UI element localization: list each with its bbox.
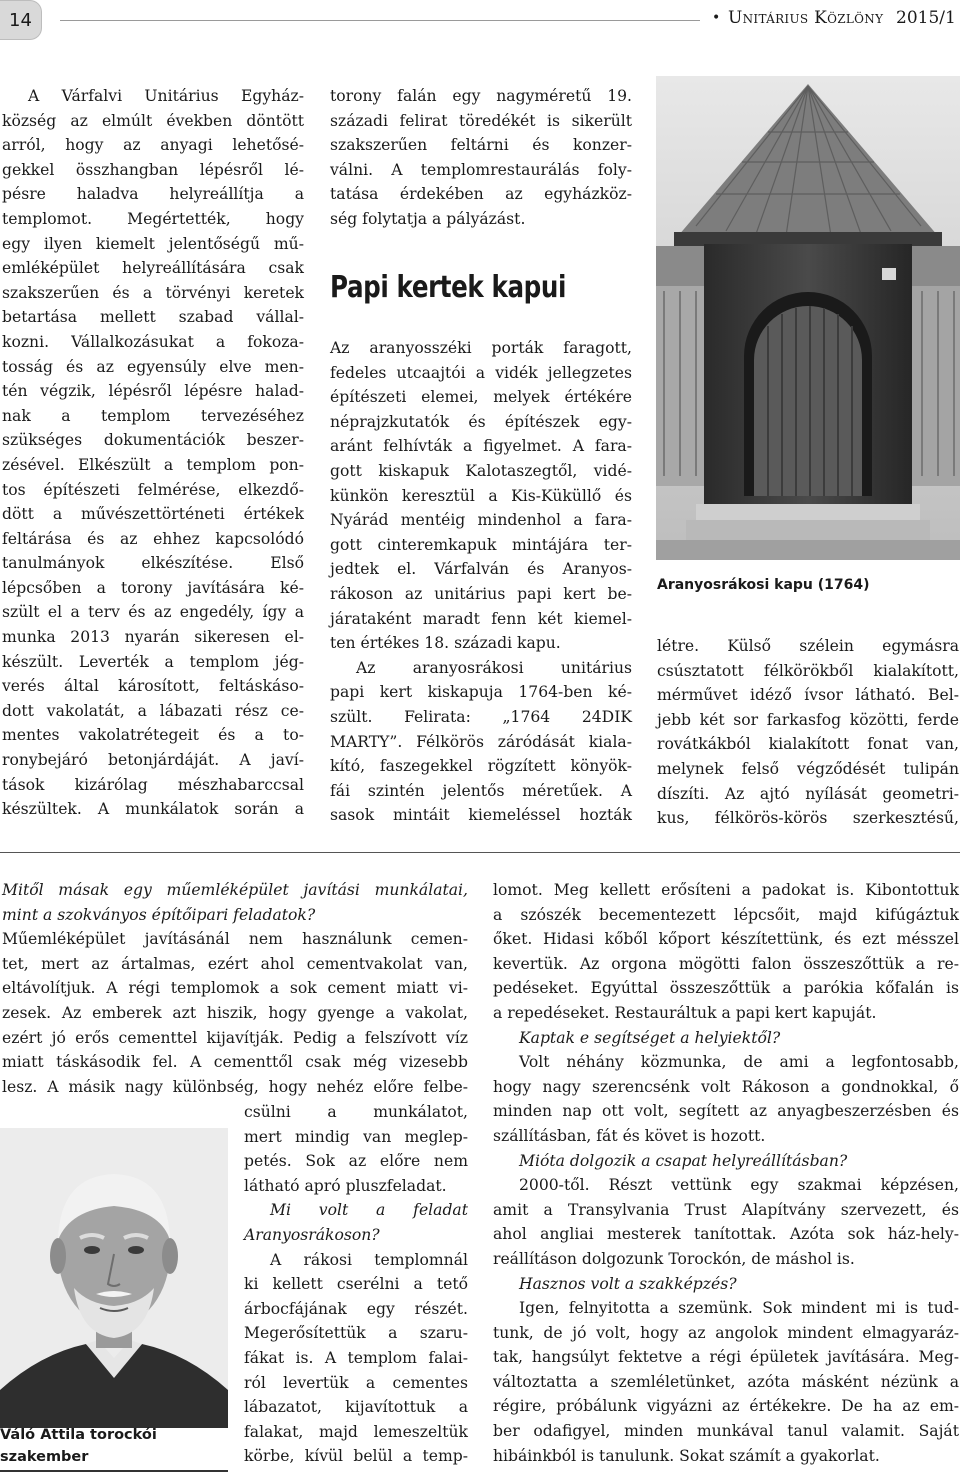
text-line: ezért jó erős cementtel kijavítják. Pedig a felszívott víz (2, 1028, 468, 1047)
interview-question: Mi volt a feladat (270, 1201, 468, 1220)
text-line: régire, próbálunk vigyázni az értékekre. De ha az em- (493, 1397, 959, 1416)
text-line: falakat, majd lemeszeltük (244, 1422, 468, 1441)
text-line: amit a Transylvania Trust Alapítvány szervezett, és (493, 1200, 959, 1219)
text-line: A Várfalvi Unitárius Egyház- (28, 87, 304, 105)
interview-question: Kaptak e segítséget a helyiektől? (519, 1028, 781, 1047)
text-line: torony falán egy nagyméretű 19. (330, 87, 632, 105)
header-rule (60, 20, 700, 21)
text-line: árbocfájának egy részét. (244, 1299, 468, 1318)
interview-column-left-narrow (244, 1100, 468, 1469)
text-line: a repedéseket. Restauráltuk a papi kert kapuját. (493, 1003, 877, 1022)
text-line: verés által károsított, feltáskáso- (2, 677, 304, 696)
text-line: tunk, de jó volt, hogy az angolok mindent elmagyaráz- (493, 1323, 959, 1342)
text-line: fái szintén jelentős méretűek. A (330, 781, 632, 800)
portrait-photo (0, 1128, 228, 1428)
journal-title: Unitárius Közlöny (728, 8, 884, 28)
text-line: lábazatot, kijavítottuk a (244, 1398, 468, 1417)
text-line: eltávolítjuk. A régi templomok a sok cement miatt vi- (2, 979, 468, 998)
text-line: Igen, felnyitotta a szemünk. Sok mindent mi is tud- (519, 1299, 959, 1318)
text-line: kus, félkörös-körös szerkesztésű, (657, 809, 959, 828)
text-line: miatt táskásodik fel. A cementtől csak még vizesebb (2, 1053, 468, 1072)
article-column-2-continuation (330, 84, 632, 232)
interview-column-left (2, 878, 468, 1099)
text-line: ki kellett cserélni a tető (244, 1275, 468, 1294)
text-line: fedeles utcaajtói a vidék jellegzetes (330, 363, 632, 382)
journal-issue: 2015/1 (896, 8, 956, 28)
text-line: gott kiskapuk Kalotaszegtől, vidé- (330, 461, 632, 480)
portrait-caption (0, 1424, 157, 1468)
article-column-3 (657, 634, 959, 831)
text-line: válni. A templomrestaurálás foly- (330, 160, 632, 179)
text-line: ronybejáró betonjárdáját. A javí- (2, 751, 304, 770)
text-line: mentes vakolatrétegeit és a to- (2, 726, 304, 745)
text-line: emléképület helyreállítására csak (2, 259, 304, 278)
gate-photo-caption: Aranyosrákosi kapu (1764) (657, 577, 870, 593)
text-line: Volt néhány közmunka, de ami a legfontosabb, (519, 1053, 959, 1072)
text-line: készült. Leverték a templom jég- (2, 652, 304, 671)
text-line: nak a templom tervezéséhez (2, 406, 304, 425)
text-line: szült. Felirata: „1764 24DIK (330, 707, 632, 726)
text-line: dott vakolatát, a lábazati rész ce- (2, 701, 304, 720)
page-number: 14 (0, 0, 42, 40)
text-line: ról levertük a cementes (244, 1373, 468, 1392)
text-line: néprajzkutatók és építészek egy- (330, 412, 632, 431)
text-line: sasok mintáit kiemeléssel hozták (330, 806, 632, 825)
text-line: tak, hangsúlyt fektetve a régi épületek javítására. Meg- (493, 1348, 959, 1367)
text-line: mérművet idéző ívsor látható. Bel- (657, 686, 959, 705)
article-column-1 (2, 84, 304, 822)
text-line: zésével. Elkészült a templom pon- (2, 455, 304, 474)
interview-question: Mióta dolgozik a csapat helyreállításban? (519, 1151, 848, 1170)
text-line: gott cinteremkapuk mintájára ter- (330, 535, 632, 554)
text-line: a szószék becementezett lépcsőit, majd kifúgáztuk (493, 905, 959, 924)
section-divider (0, 852, 960, 853)
text-line: lesz. A másik nagy különbség, hogy nehéz előre felbe- (2, 1077, 468, 1096)
text-line: minden nap ott volt, segített az anyagbeszerzésben és (493, 1102, 959, 1121)
text-line: kevertük. Az orgona mögötti falon összeszőttük a re- (493, 954, 959, 973)
text-line: rákoson az unitárius papi kert be- (330, 584, 632, 603)
text-line: egy ilyen kiemelt jelentőségű mű- (2, 234, 304, 253)
text-line: Nyárád mentéig mindenhol a fara- (330, 511, 632, 530)
interview-column-right (493, 878, 959, 1468)
text-line: papi kert kiskapuja 1764-ben ké- (330, 683, 632, 702)
carved-gate-illustration (656, 76, 960, 560)
text-line: Műemléképület javításánál nem használunk cemen- (2, 930, 468, 949)
text-line: századi felirat töredékét is sikerült (330, 111, 632, 130)
text-line: A rákosi templomnál (270, 1250, 468, 1269)
text-line: reállításon dolgozunk Torockón, de máshol is. (493, 1249, 855, 1268)
text-line: csúsztatott félkörökből kialakított, (657, 661, 959, 680)
text-line: künkön keresztül a Kis-Küküllő és (330, 486, 632, 505)
text-line: tén végzik, lépésről lépésre halad- (2, 382, 304, 401)
gate-photo (656, 76, 960, 560)
text-line: dött a művészettörténeti értékek (2, 505, 304, 524)
text-line: hibáinkból is tanulunk. Sokat számít a gyakorlat. (493, 1446, 880, 1465)
text-line: zesek. Az emberek azt hiszik, hogy gyenge a vakolat, (2, 1003, 468, 1022)
text-line: készültek. A munkálatok során a (2, 800, 304, 819)
text-line: melynek felső végződését tulipán (657, 759, 959, 778)
text-line: csülni a munkálatot, (244, 1103, 468, 1121)
text-line: körbe, kívül belül a temp- (244, 1447, 468, 1466)
text-line: mert mindig van meglep- (244, 1127, 468, 1146)
text-line: ség folytatja a pályázást. (330, 209, 526, 228)
interview-question: Aranyosrákoson? (244, 1225, 380, 1244)
text-line: szült el a terv és az engedély, így a (2, 603, 304, 622)
text-line: templomot. Megértették, hogy (2, 209, 304, 228)
text-line: petés. Sok az előre nem (244, 1152, 468, 1171)
text-line: 2000-től. Részt vettünk egy szakmai képzésen, (519, 1176, 959, 1195)
text-line: díszíti. Az ajtó nyílását geometri- (657, 784, 959, 803)
text-line: tos építészeti felmérése, elkezdő- (2, 480, 304, 499)
text-line: pésre haladva helyreállítja a (2, 185, 304, 204)
text-line: tások kizárólag mészhabarccsal (2, 775, 304, 794)
interview-question: mint a szokványos építőipari feladatok? (2, 905, 316, 924)
text-line: község az elmúlt években döntött (2, 111, 304, 130)
text-line: fákat is. A templom falai- (244, 1348, 468, 1367)
text-line: rovátkákból kialakított fonat van, (657, 735, 959, 754)
text-line: betartása mellett szabad vállal- (2, 308, 304, 327)
text-line: aránt felhívták a figyelmet. A fara- (330, 437, 632, 456)
text-line: ber odafigyel, minden munkával tanul valamit. Saját (493, 1422, 959, 1441)
text-line: tosság és az egyensúly elve men- (2, 357, 304, 376)
text-line: jebb két sor farkasfog közötti, ferde (657, 710, 959, 729)
interview-question: Hasznos volt a szakképzés? (519, 1274, 737, 1293)
section-heading: Papi kertek kapui (330, 270, 567, 305)
text-line: ten értékes 18. századi kapu. (330, 634, 561, 653)
interview-question: Mitől másak egy műemléképület javítási munkálatai, (2, 881, 468, 899)
text-line: lépcsőben a torony javítására ké- (2, 578, 304, 597)
caption-line: Váló Attila torockói (0, 1427, 157, 1443)
text-line: változtatta a szemléletünket, azóta másként nézünk a (493, 1372, 959, 1391)
text-line: létre. Külső szélein egymásra (657, 637, 959, 655)
text-line: járataként maradt fenn két kiemel- (330, 609, 632, 628)
text-line: pedéseket. Egyúttal összeszőttük a parókia kőfalán is (493, 979, 959, 998)
text-line: Az aranyosszéki porták faragott, (330, 339, 632, 357)
text-line: munka 2013 nyarán sikeresen el- (2, 628, 304, 647)
text-line: kító, faszegekkel rögzített könyök- (330, 757, 632, 776)
text-line: látható apró pluszfeladat. (244, 1176, 447, 1195)
text-line: szállításban, fát és követ is hozott. (493, 1126, 766, 1145)
text-line: szakszerűen és a törvényi keretek (2, 283, 304, 302)
caption-line: szakember (0, 1449, 89, 1465)
text-line: gekkel összhangban lépésről lé- (2, 160, 304, 179)
text-line: lomot. Meg kellett erősíteni a padokat is. Kibontottuk (493, 881, 959, 899)
text-line: kozni. Vállalkozásukat a fokoza- (2, 332, 304, 351)
text-line: ahol angliai mesterek tanítottak. Azóta sok ház-hely- (493, 1225, 959, 1244)
text-line: arról, hogy az anyagi lehetősé- (2, 136, 304, 155)
text-line: őket. Hidasi kőből kőport készítettünk, és ezt mésszel (493, 930, 959, 949)
text-line: jedtek el. Várfalván és Aranyos- (330, 560, 632, 579)
text-line: hogy nagy szerencsénk volt Rákoson a gondnokkal, ő (493, 1077, 959, 1096)
text-line: szakszerűen feltárni és konzer- (330, 136, 632, 155)
text-line: tanulmányok elkészítése. Első (2, 554, 304, 573)
man-portrait-illustration (0, 1128, 228, 1428)
header-bullet: • (712, 10, 721, 26)
article-column-2 (330, 336, 632, 828)
caption-rule (0, 1470, 228, 1472)
text-line: Az aranyosrákosi unitárius (356, 658, 632, 677)
text-line: MARTY”. Félkörös záródását kiala- (330, 732, 632, 751)
text-line: Megerősítettük a szaru- (244, 1324, 468, 1343)
text-line: tet, mert az ártalmas, ezért ahol cementvakolat van, (2, 954, 468, 973)
text-line: feltárása és az ehhez kapcsolódó (2, 529, 304, 548)
text-line: tatása érdekében az egyházköz- (330, 185, 632, 204)
text-line: szükséges dokumentációk beszer- (2, 431, 304, 450)
text-line: építészeti elemei, melyek értékére (330, 388, 632, 407)
